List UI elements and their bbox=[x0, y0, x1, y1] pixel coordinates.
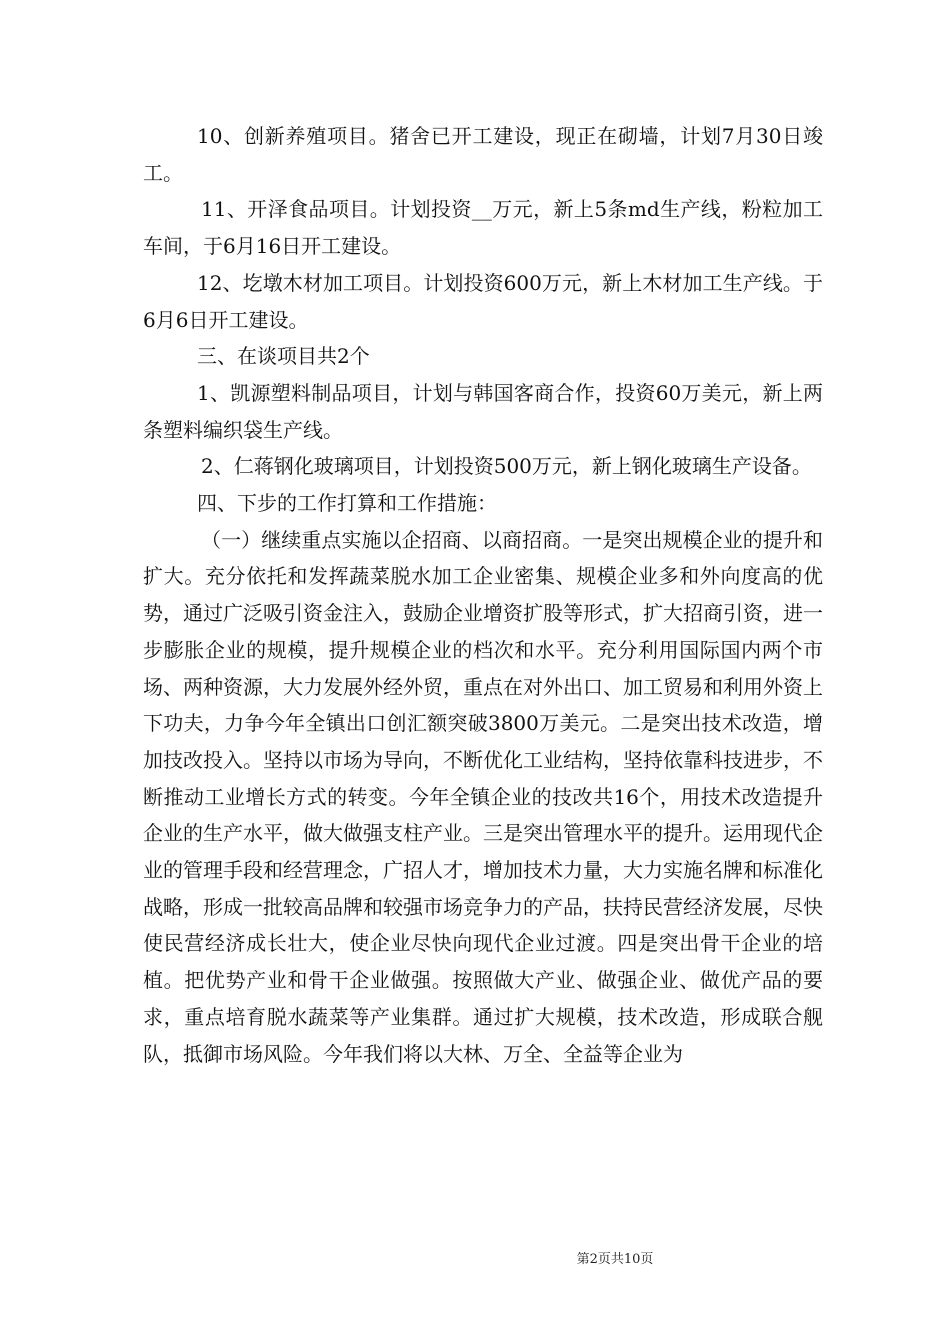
section-heading-4: 四、下步的工作打算和工作措施： bbox=[197, 491, 497, 516]
paragraph-item-10: 10、创新养殖项目。猪舍已开工建设，现正在砌墙，计划7月30日竣工。 bbox=[143, 124, 823, 185]
paragraph-talk-1: 1、凯源塑料制品项目，计划与韩国客商合作，投资60万美元，新上两条塑料编织袋生产线。 bbox=[143, 380, 823, 442]
page-number-footer: 第2页共10页 bbox=[576, 1252, 654, 1267]
paragraph-measures-1: （一）继续重点实施以企招商、以商招商。一是突出规模企业的提升和扩大。充分依托和发挥蔬菜脱水加工企业密集、规模企业多和外向度高的优势，通过广泛吸引资金注入，鼓励企业增资扩股等形式，扩大招商引资，进一步膨胀企业的规模，提升规模企业的档次和水平。充分利用国际国内两个市场、两种资源，大力发展外经外贸，重点在对外出口、加工贸易和利用外资上下功夫，力争今年全镇出口创汇额突破3800万美元。二是突出技术改造，增加技改投入。坚持以市场为导向，不断优化工业结构，坚持依靠科技进步，不断推动工业增长方式的转变。今年全镇企业的技改共16个，用技术改造提升企业的生产水平，做大做强支柱产业。三是突出管理水平的提升。运用现代企业的管理手段和经营理念，广招人才，增加技术力量，大力实施名牌和标准化战略，形成一批较高品牌和较强市场竞争力的产品，扶持民营经济发展，尽快使民营经济成长壮大，使企业尽快向现代企业过渡。四是突出骨干企业的培植。把优势产业和骨干企业做强。按照做大产业、做强企业、做优产品的要求，重点培育脱水蔬菜等产业集群。通过扩大规模，技术改造，形成联合舰队，抵御市场风险。今年我们将以大林、万全、全益等企业为 bbox=[143, 527, 823, 1066]
section-heading-3: 三、在谈项目共2个 bbox=[197, 344, 370, 369]
paragraph-item-12: 12、圪墩木材加工项目。计划投资600万元，新上木材加工生产线。于6月6日开工建设。 bbox=[143, 270, 823, 332]
paragraph-talk-2: 2、仁蒋钢化玻璃项目，计划投资500万元，新上钢化玻璃生产设备。 bbox=[201, 454, 812, 479]
paragraph-item-11: 11、开泽食品项目。计划投资__万元，新上5条md生产线，粉粒加工车间，于6月16日开工建设。 bbox=[143, 197, 823, 259]
document-body bbox=[143, 118, 823, 1072]
